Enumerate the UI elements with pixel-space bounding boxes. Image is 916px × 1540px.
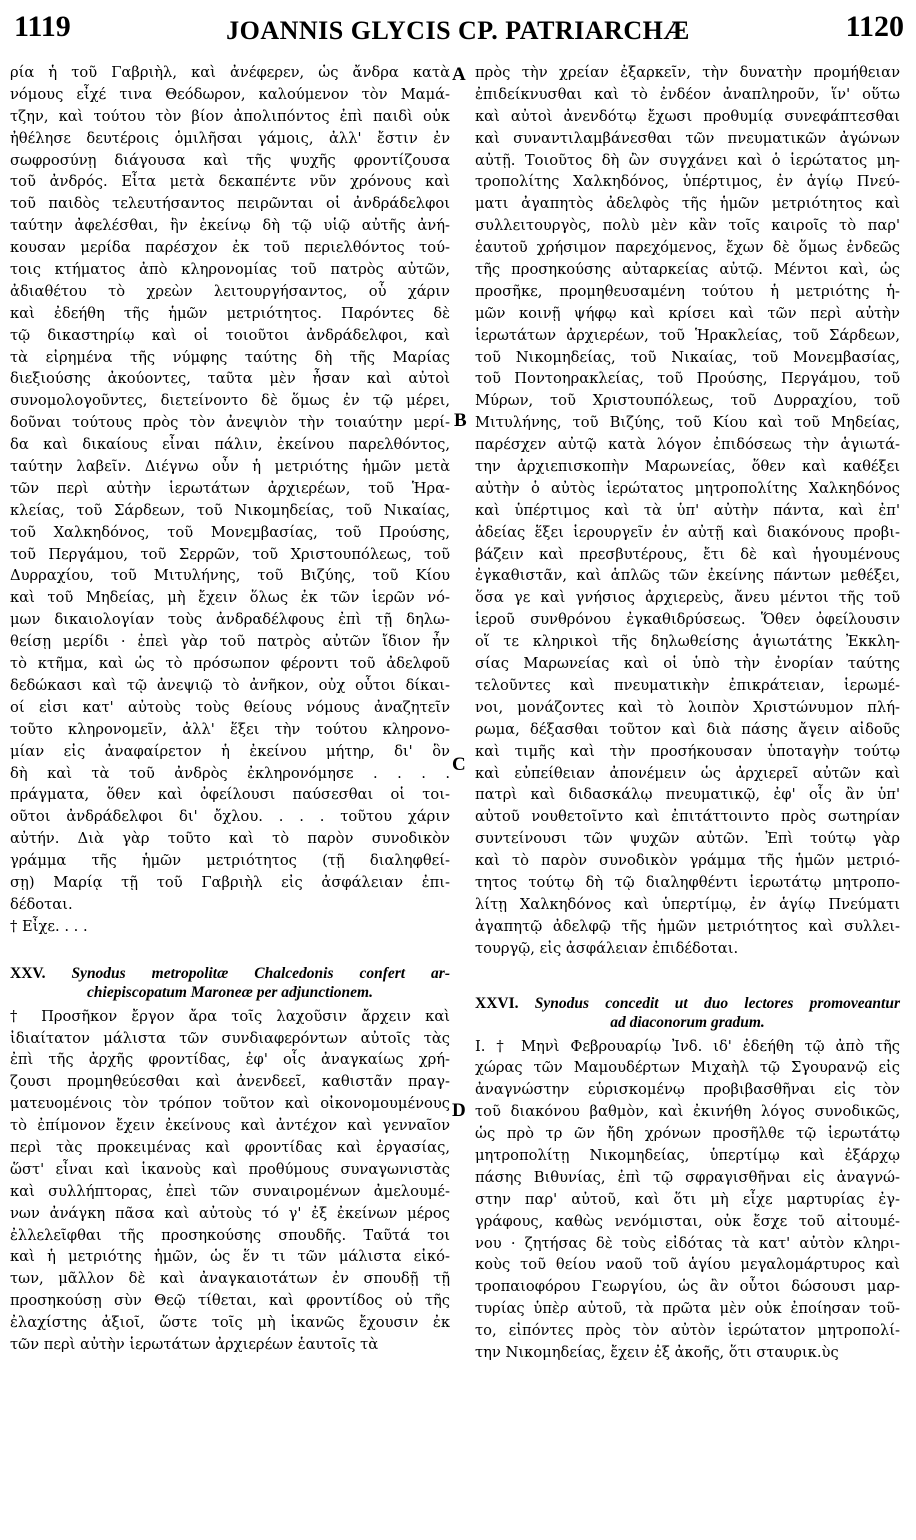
text-line: ἀδιαθέτου τὸ χρεὼν λειτουργήσαντος, οὗ χάριν [10,282,450,300]
text-line: ματευομένοις τὸν τρόπον τοῦτον καὶ οἰκονομουμένους [10,1095,450,1113]
text-line: ἀδείας ἕξει ἱερουργεῖν ἐν αὐτῇ καὶ διακόνους προβι- [475,523,900,541]
text-line: προσηκούσῃ σὺν Θεῷ τίθεται, καὶ φροντίδος οὐ τῆς [10,1292,450,1310]
text-line: αὐτὴν ὁ αὐτὸς ἱερώτατος μητροπολίτης Χαλκηδόνος [475,479,900,497]
text-line: ρωμα, δέξασθαι τοῦτον καὶ διὰ πάσης ἄγειν αἰδοῦς [475,720,900,738]
text-line: τουργῷ, εἰς ἀσφάλειαν ἐπιδέδοται. [475,939,739,957]
text-line: διεξιούσης ἀκούοντες, ταῦτα μὲν ἦσαν καὶ αὐτοὶ [10,370,450,388]
text-line: ἱεροῦ συνθρόνου ἐγκαθιδρύσεως. Ὅθεν ὀφείλουσιν [475,611,900,629]
text-line: συλλειτουργὸς, πολὺ μὲν κἂν τοῖς καιροῖς τὸ παρ' [475,217,900,235]
left-column [10,62,450,1356]
text-line: καὶ αὐτοὶ ἀνενδότῳ ἔχωσι προθυμίᾳ συνεφάπτεσθαι [475,107,900,125]
text-line: βάζειν καὶ πρεσβυτέρους, ἔτι δὲ καὶ ἡγουμένους [475,545,900,563]
text-line: νοι, μονάζοντες καὶ τὸ λοιπὸν Χριστώνυμον πλή- [475,698,900,716]
text-line: τοῦ παιδὸς τελευτήσαντος πειρῶνται οἱ ἀνδράδελφοι [10,195,450,213]
text-line: † Εἶχε. . . . [10,917,88,935]
text-line: καὶ τὸ παρὸν συνοδικὸν γράμμα τῆς ἡμῶν μετριό- [475,852,900,870]
section-number: XXV. [10,964,46,982]
text-line: τοῦ Περγάμου, τοῦ Σερρῶν, τοῦ Χριστουπόλεως, τοῦ [10,545,450,563]
section-heading-xxv [10,964,450,1002]
text-line: οῦτοι ἀνδράδελφοι δι' ὄχλου. . . . τοῦτου χάριν [10,808,450,826]
running-header [0,10,916,46]
right-text-block-1 [475,62,900,960]
text-line: προσῆκε, προμηθευσαμένη τούτου ἡ μετριότης ἡ- [475,282,900,300]
left-text-block-1 [10,62,450,938]
text-line: † Προσῆκον ἔργον ἄρα τοῖς λαχοῦσιν ἄρχειν καὶ [10,1007,450,1025]
text-line: τελοῦντες καὶ πνευματικὴν ἐπικράτειαν, ἱερωμέ- [475,676,900,694]
section-title-line-2: ad diaconorum gradum. [610,1013,765,1031]
text-line: καὶ τοῦ Μηδείας, μὴ ἔχειν ὅλως ἐκ τῶν ἱερῶν νό- [10,589,450,607]
text-line: μων δικαιολογίαν τοὺς ἀνδραδέλφους ἐπὶ τῇ δηλω- [10,611,450,629]
text-line: τζην, καὶ τούτου τὸν βίον ἀπολιπόντος ἐπὶ παιδὶ οὐκ [10,107,450,125]
text-line: καὶ ἡ μετριότης ἡμῶν, ὡς ἕν τι τῶν μάλιστα εἰκό- [10,1248,450,1266]
text-line: χώρας τῶν Μαμουδέρτων Μιχαὴλ τῷ Σγουρανῷ εἰς [475,1059,900,1077]
text-line: στην παρ' αὐτοῦ, καὶ ὅτι μὴ εἶχε μαρτυρίας ἐγ- [475,1190,900,1208]
text-line: σωφροσύνῃ διάγουσα καὶ τῆς ψυχῆς φροντίζουσα [10,151,450,169]
text-line: αὐτῇ. Τοιοῦτος δὴ ὢν συγχάνει καὶ ὁ ἱερώτατος μη- [475,151,900,169]
text-line: ὡς πρὸ τρ ῶν ἤδη χρόνων προσῆλθε τῷ ἱερωτάτῳ [475,1125,900,1143]
text-line: τὸ κτῆμα, καὶ ὡς τὸ πρόσωπον φέροντι τοῦ ἀδελφοῦ [10,655,450,673]
text-line: τὰ εἰρημένα τῆς νύμφης ταύτης δὴ τῆς Μαρίας [10,348,450,366]
text-line: ἀγαπητῷ ἀδελφῷ τῆς ἡμῶν μετριότητος καὶ συλλει- [475,917,900,935]
page-number-right: 1120 [845,10,904,43]
text-line: τοῦ Ποντοηρακλείας, τοῦ Προύσης, Περγάμου, τοῦ [475,370,900,388]
left-text-block-2 [10,1006,450,1356]
right-text-block-2 [475,1036,900,1364]
text-line: καὶ τιμῆς καὶ τὴν προσήκουσαν ὑποταγὴν τούτῳ [475,742,900,760]
text-line: ζουσι προμηθεύεσθαι καὶ ἀνενδεεῖ, καθιστᾶν πραγ- [10,1073,450,1091]
text-line: ταύτην ἀφελέσθαι, ἣν ἐκείνῳ δὴ τῷ υἱῷ αὐτῆς ἀνή- [10,217,450,235]
text-line: τροπολίτης Χαλκηδόνος, ὑπέρτιμος, ἐν ἁγίῳ Πνεύ- [475,173,900,191]
section-heading-xxvi [475,994,900,1032]
text-line: δέδοται. [10,895,73,913]
text-line: δα καὶ δικαίους εἶναι πάλιν, ἐκείνου παρελθόντος, [10,436,450,454]
text-line: σίας Μαρωνείας καὶ οἱ ὑπὸ τὴν ἐνορίαν ταύτης [475,655,900,673]
text-line: Δυρραχίου, τοῦ Μιτυλήνης, τοῦ Βιζύης, τοῦ Κίου [10,567,450,585]
margin-letter-c: C [452,754,466,775]
text-line: τοῦτο κληρονομεῖν, ἀλλ' ἕξει τὴν τούτου κληρονο- [10,720,450,738]
section-title-line-1: Synodus concedit ut duo lectores promoveantur [534,994,900,1012]
text-line: αὐτοῦ νουθετοῖντο καὶ ἐπιτάττοιντο πρὸς σωτηρίαν [475,808,900,826]
text-line: δεδώκασι καὶ τῷ ἀνεψιῷ τὸ ἀνῆκον, οὐχ οὗτοι δίκαι- [10,676,450,694]
margin-letter-a: A [452,64,466,85]
text-line: κοὺς τοῦ θείου ναοῦ τοῦ ἁγίου μεγαλομάρτυρος καὶ [475,1256,900,1274]
text-line: ἐπὶ τῆς ἀρχῆς φροντίδας, ἐφ' οἷς ἀναγκαίως χρή- [10,1051,450,1069]
text-line: την ἀρχιεπισκοπὴν Μαρωνείας, ὅθεν καὶ καθέξει [475,458,900,476]
text-line: πράγματα, ὅθεν καὶ ὀφείλουσι παύσεσθαι οἱ τοι- [10,786,450,804]
text-line: δὴ καὶ τὰ τοῦ ἀνδρὸς ἐκληρονόμησε . . . . [10,764,450,782]
margin-letter-d: D [452,1100,466,1121]
text-line: τῆς προσηκούσης αὐταρκείας αὐτῷ. Μέντοι καὶ, ὡς [475,261,900,279]
text-line: τῷ δικαστηρίῳ καὶ οἱ τοιοῦτοι ἀνδράδελφοι, καὶ [10,326,450,344]
text-line: καὶ συλλήπτορας, ἐπεὶ τῶν συναιρομένων ἀμελουμέ- [10,1182,450,1200]
text-line: παρέσχεν αὐτῷ κατὰ λόγον ἐπιδόσεως τὴν ἁγιωτά- [475,436,900,454]
text-line: οί εἰσι κατ' αὐτοὺς τοὺς θείους νόμους ἀναζητεῖν [10,698,450,716]
text-line: καὶ συναντιλαμβάνεσθαι τῶν πνευματικῶν ἀγώνων [475,129,900,147]
text-line: τοῦ Χαλκηδόνος, τοῦ Μονεμβασίας, τοῦ Προύσης, [10,523,450,541]
text-line: νου · ζητήσας δὲ τοὺς εἰδότας τὰ κατ' αὐτὸν κληρι- [475,1234,900,1252]
text-line: σῃ) Μαρίᾳ τῇ τοῦ Γαβριὴλ εἰς ἀσφάλειαν ἐπι- [10,873,450,891]
text-line: ἐλλελεῖφθαι τῆς προσηκούσης σπουδῆς. Ταῦτά τοι [10,1226,450,1244]
text-line: ἐπιδείκνυσθαι καὶ τὸ ἐνδέον ἀναπληροῦν, ἵν' οὕτω [475,85,900,103]
text-line: I. † Μηνὶ Φεβρουαρίῳ Ἰνδ. ιδ' ἐδεήθη τῷ ἀπὸ τῆς [475,1037,900,1055]
text-line: πρὸς τὴν χρείαν ἐξαρκεῖν, τὴν δυνατὴν προμήθειαν [475,64,900,81]
text-line: τοις κτήματος ἀπὸ κληρονομίας τοῦ πατρὸς αὐτῶν, [10,261,450,279]
text-line: μίαν εἰς ἀναφαίρετον ἡ ἐκείνου μήτηρ, δι' ὃν [10,742,450,760]
text-line: μῶν κοινῇ ψήφῳ καὶ κρίσει καὶ τῶν περὶ αὐτὴν [475,304,900,322]
text-line: τοῦ διακόνου βαθμὸν, καὶ ἐκινήθη λόγος συνοδικῶς, [475,1103,900,1121]
text-line: πατρὶ καὶ διδασκάλῳ πνευματικῷ, ἐφ' οἷς ἂν ὑπ' [475,786,900,804]
running-title: JOANNIS GLYCIS CP. PATRIARCHÆ [226,16,690,45]
text-line: περὶ τὰς προκειμένας καὶ φροντίδας καὶ ἐργασίας, [10,1138,450,1156]
text-line: οἵ τε κληρικοὶ τῆς δηλωθείσης ἁγιωτάτης Ἐκκλη- [475,633,900,651]
text-line: τοῦ ἀνδρός. Εἶτα μετὰ δεκαπέντε νῦν χρόνους καὶ [10,173,450,191]
text-line: ἰδιαίτατον μάλιστα τῶν συνδιαφερόντων αὐτοῖς τὰς [10,1029,450,1047]
text-line: γράμμα τῆς ἡμῶν μετριότητος (τῇ διαληφθεί- [10,852,450,870]
right-column [475,62,900,1364]
section-number: XXVI. [475,994,519,1012]
text-line: μητροπολίτῃ Νικομηδείας, ὑπερτίμῳ καὶ ἐξάρχῳ [475,1146,900,1164]
text-line: τῶν περὶ αὐτὴν ἱερωτάτων ἀρχιερέων, τοῦ Ἡρα- [10,479,450,497]
text-line: καὶ εὐπείθειαν ἀπονέμειν ὡς ἀρχιερεῖ αὐτῶν καὶ [475,764,900,782]
text-line: γράφους, καθὼς νενόμισται, οὐκ ἔσχε τοῦ αἰτουμέ- [475,1212,900,1230]
margin-letter-b: B [454,410,467,431]
section-title-line-2: chiepiscopatum Maroneæ per adjunctionem. [87,983,373,1001]
text-line: καὶ ὑπέρτιμος καὶ τὰ ὑπ' αὐτὴν πάντα, καὶ ἐπ' [475,501,900,519]
text-line: κουσαν μερίδα παρέσχον ἐκ τοῦ περιελθόντος τού- [10,239,450,257]
text-line: ἀναγνώστην εὑρισκομένῳ προβιβασθῆναι εἰς τὸν [475,1081,900,1099]
text-line: νόμους εἶχέ τινα Θεόδωρον, καλούμενον τὸν Μαμά- [10,85,450,103]
text-line: ἑαυτοῦ χρήσιμον παρεχόμενος, ἔχων δὲ ὅμως ἐνδεῶς [475,239,900,257]
text-line: ὥστ' εἶναι καὶ ἱκανοὺς καὶ προθύμους συναγωνιστὰς [10,1160,450,1178]
text-line: Μύρων, τοῦ Χριστουπόλεως, τοῦ Δυρραχίου, τοῦ [475,392,900,410]
text-line: δοῦναι τούτους πρὸς τὸν ἀνεψιὸν τὴν τοιαύτην μερί- [10,414,450,432]
text-line: ἱερωτάτων ἀρχιερέων, τοῦ Ἡρακλείας, τοῦ Σάρδεων, [475,326,900,344]
text-line: τροπαιοφόρου Γεωργίου, ὡς ἂν οὗτοι δώσουσι μαρ- [475,1278,900,1296]
page-number-left: 1119 [14,10,71,43]
text-line: συντείνουσι τῶν ψυχῶν αὐτῶν. Ἐπὶ τούτῳ γὰρ [475,830,900,848]
text-line: αὐτήν. Διὰ γὰρ τοῦτο καὶ τὸ παρὸν συνοδικὸν [10,830,450,848]
text-line: ταύτην λαβεῖν. Διέγνω οὖν ἡ μετριότης ἡμῶν μετὰ [10,458,450,476]
text-line: κλείας, τοῦ Σάρδεων, τοῦ Νικομηδείας, τοῦ Νικαίας, [10,501,450,519]
text-line: το, εἰπόντες πρὸς τὸν αὐτὸν ἱερώτατον μητροπολί- [475,1322,900,1340]
text-line: πάσης Βιθυνίας, ἐπὶ τῷ σφραγισθῆναι εἰς ἀναγνώ- [475,1168,900,1186]
text-line: νων ἀνάγκη πᾶσα καὶ αὐτοὺς τό γ' ἐξ ἐκείνων μέρος [10,1204,450,1222]
text-line: ἠθέλησε δευτέροις ὁμιλῆσαι γάμοις, ἀλλ' ἔστιν ἐν [10,129,450,147]
text-line: συνομολογοῦντες, διετείνοντο δὲ ὅμως ἐν τῷ μέρει, [10,392,450,410]
text-line: τυρίας ὑπὲρ αὐτοῦ, τὰ πρῶτα μὲν οὐκ ἐποίησαν τοῦ- [475,1300,900,1318]
text-line: Μιτυλήνης, τοῦ Βιζύης, τοῦ Κίου καὶ τοῦ Μηδείας, [475,414,900,432]
text-line: τητος τούτῳ δὴ τῷ διαληφθέντι ἱερωτάτῳ μητροπο- [475,873,900,891]
text-line: θείσῃ μερίδι · ἐπεὶ γὰρ τοῦ πατρὸς αὐτῶν ἴδιον ἦν [10,633,450,651]
text-line: ἐγκαθιστᾶν, καὶ ἁπλῶς τῶν ἐκείνης πάντων μεθέξει, [475,567,900,585]
text-line: ἐλαχίστης ἀξιοῖ, ὥστε τοῖς μὴ ἱκανῶς ἔχουσιν ἐκ [10,1314,450,1332]
text-line: των, μᾶλλον δὲ καὶ ἀναγκαιοτάτων ἐν σπουδῇ τῇ [10,1270,450,1288]
text-line: τῶν περὶ αὐτὴν ἱερωτάτων ἀρχιερέων ἑαυτοῖς τὰ [10,1335,379,1353]
text-line: ὅσα γε καὶ γνήσιος ἀρχιερεὺς, ἄνευ μέντοι τῆς τοῦ [475,589,900,607]
text-line: ματι ἀγαπητὸς ἀδελφὸς τῆς ἡμῶν μετριότητος καὶ [475,195,900,213]
text-line: ρία ἡ τοῦ Γαβριὴλ, καὶ ἀνέφερεν, ὡς ἄνδρα κατὰ [10,64,450,81]
text-line: καὶ ἐδεήθη τῆς ἡμῶν μετριότητος. Παρόντες δὲ [10,304,450,322]
text-line: τοῦ Νικομηδείας, τοῦ Νικαίας, τοῦ Μονεμβασίας, [475,348,900,366]
text-line: την Νικομηδείας, ἔχειν ἐξ ἀκοῆς, ὅτι σταυρικ.ὺς [475,1343,839,1361]
text-line: λίτῃ Χαλκηδόνος καὶ ὑπερτίμῳ, ἐν ἁγίῳ Πνεύματι [475,895,900,913]
text-line: τὸ ἐπίμονον ἔχειν ἐκείνους καὶ ἀντέχον καὶ γενναῖον [10,1117,450,1135]
section-title-line-1: Synodus metropolitæ Chalcedonis confert ar- [71,964,451,982]
